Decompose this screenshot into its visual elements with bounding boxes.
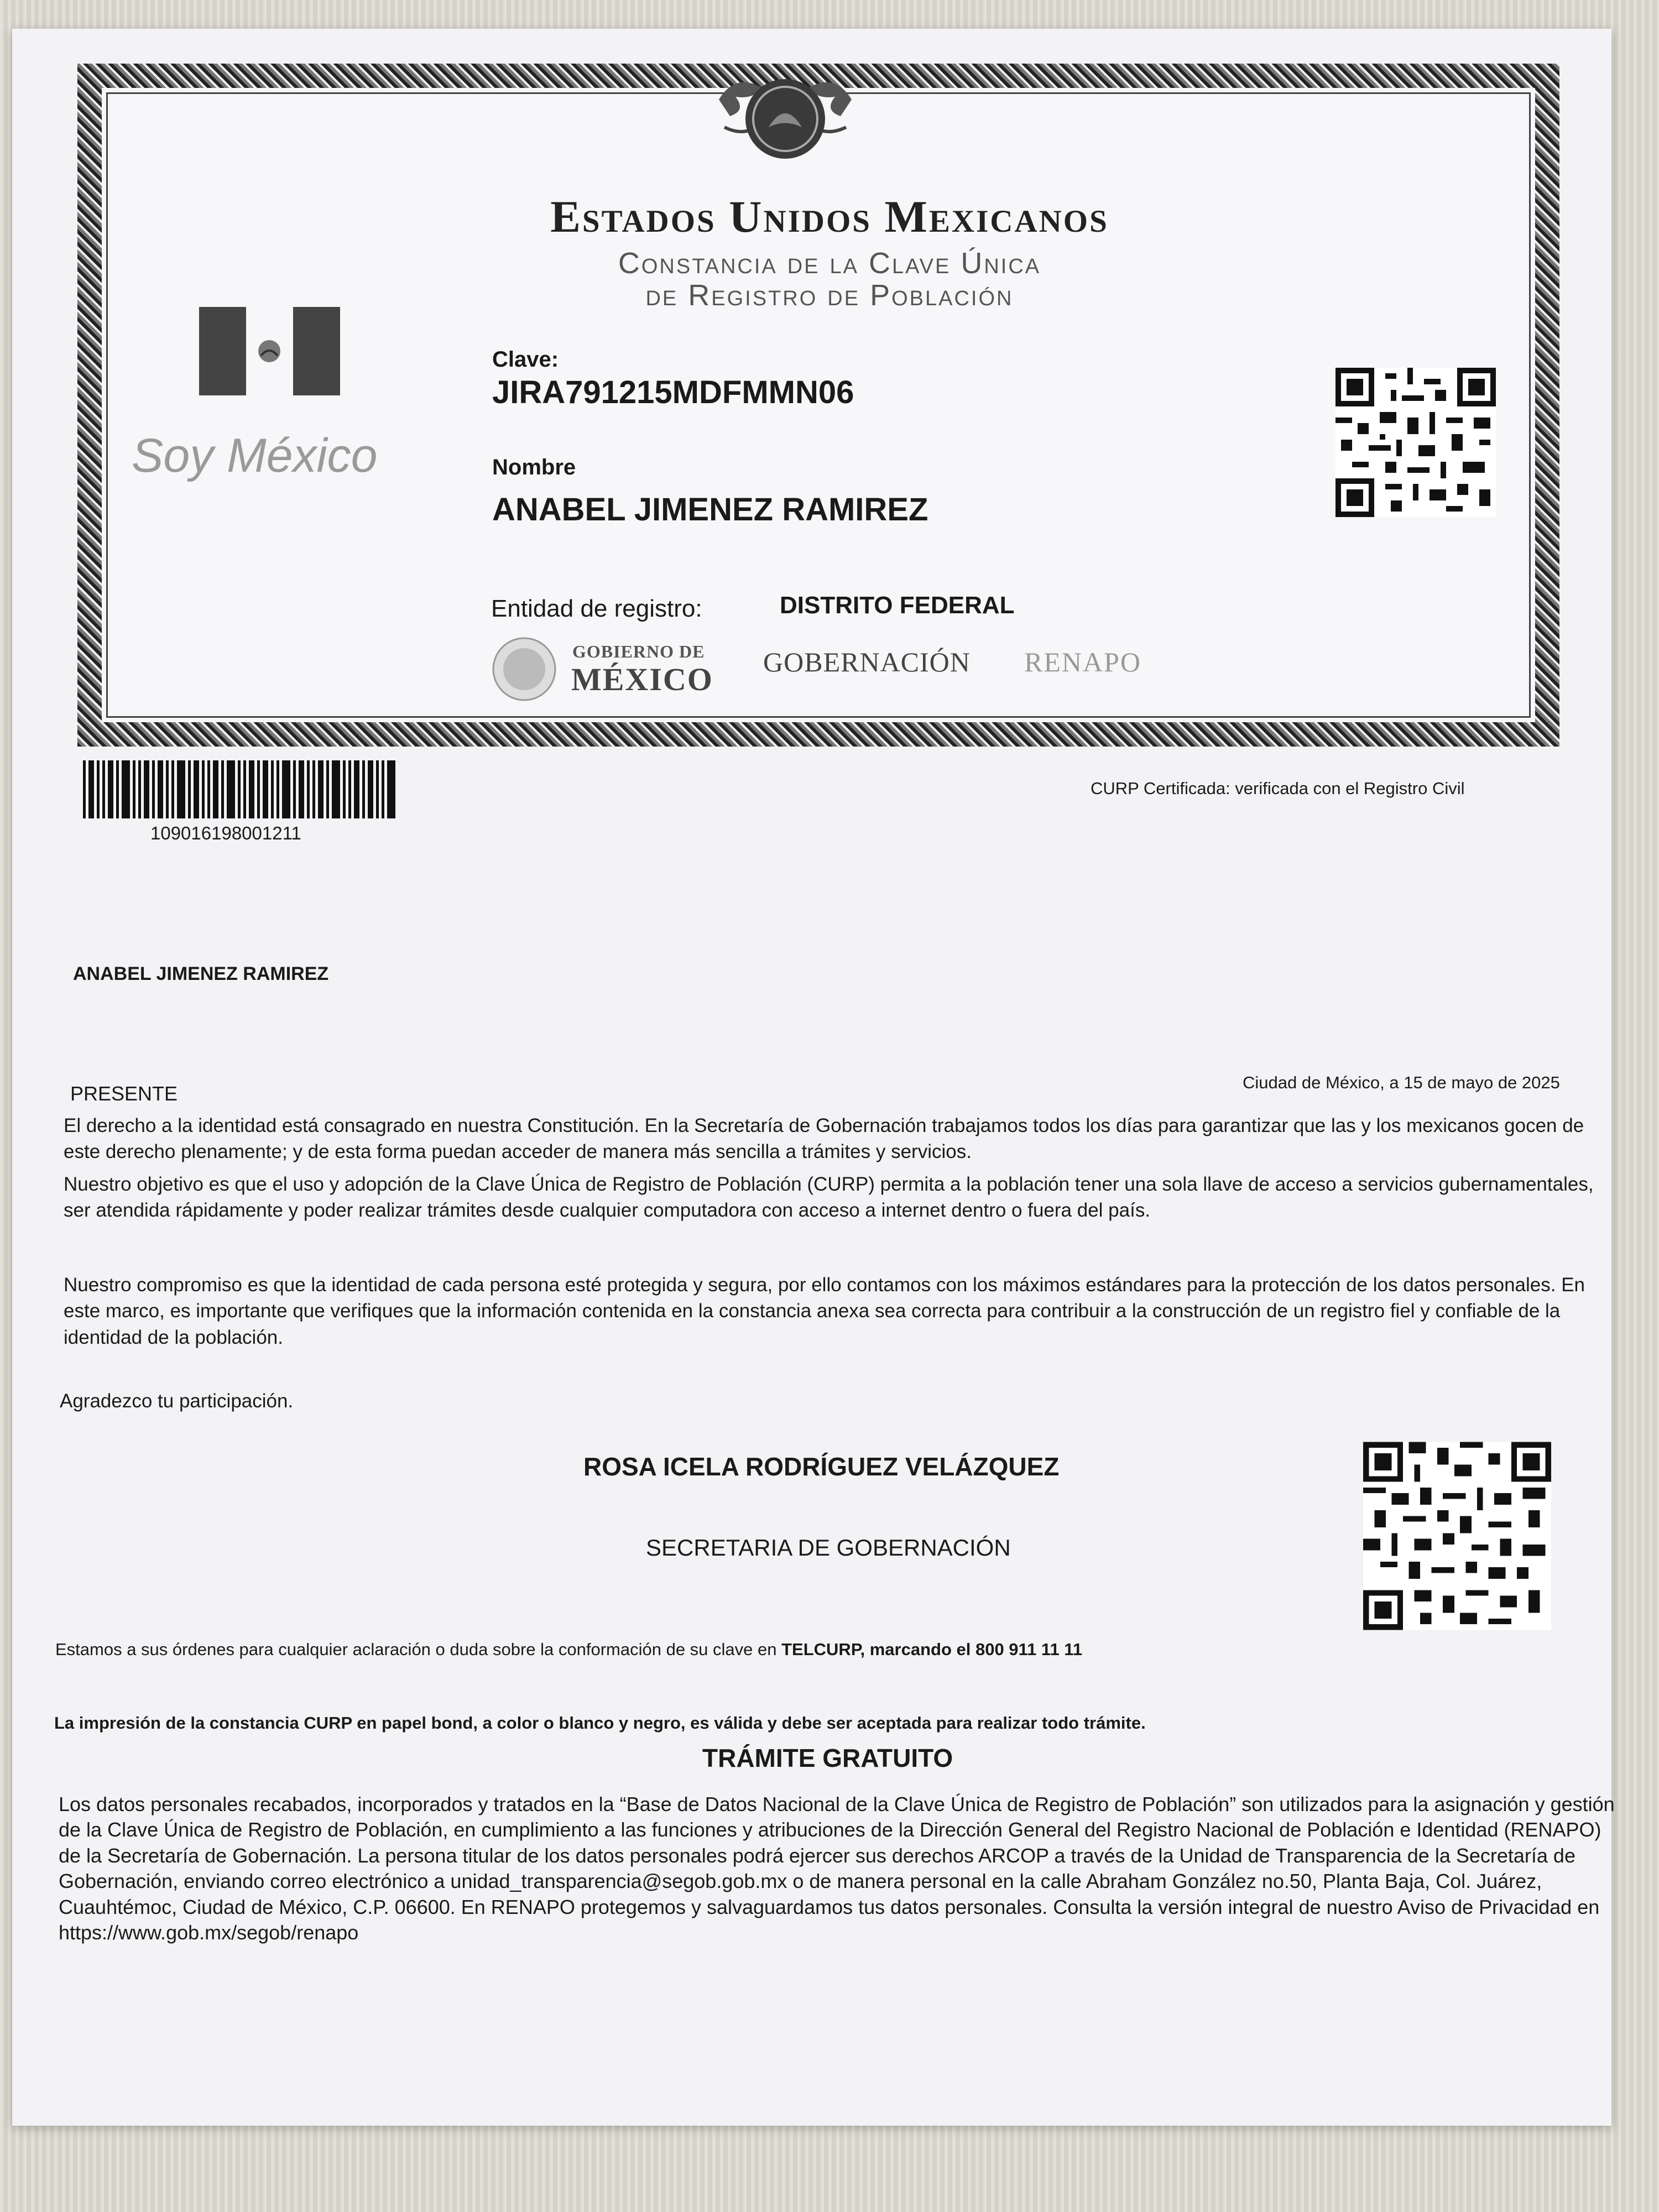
mexico-flag-icon xyxy=(199,307,340,395)
barcode-number: 109016198001211 xyxy=(150,823,301,843)
barcode-icon xyxy=(83,760,395,818)
validity-notice: La impresión de la constancia CURP en papel bond, a color o blanco y negro, es válida y debe ser aceptada para realizar todo trámite. xyxy=(54,1713,1146,1733)
letter-paragraph-2: Nuestro objetivo es que el uso y adopción de la Clave Única de Registro de Población (CURP) permita a la población tener una sola llave de acceso a servicios gubernamentales, ser atendida rápidamente y poder realizar trámites desde cualquier computadora con acceso a internet dentro o fuera del país. xyxy=(64,1173,1594,1222)
presente-label: PRESENTE xyxy=(70,1082,178,1105)
signer-name: ROSA ICELA RODRÍGUEZ VELÁZQUEZ xyxy=(583,1452,1060,1481)
gobernacion-logo: GOBERNACIÓN xyxy=(763,646,971,677)
nombre-label: Nombre xyxy=(492,455,576,479)
signer-title: SECRETARIA DE GOBERNACIÓN xyxy=(646,1535,1011,1561)
doc-title-line1: Constancia de la Clave Única xyxy=(618,247,1041,280)
national-seal-icon xyxy=(713,66,857,177)
telcurp-phone: TELCURP, marcando el 800 911 11 11 xyxy=(781,1640,1083,1659)
entidad-value: DISTRITO FEDERAL xyxy=(780,592,1015,619)
gobierno-seal-icon xyxy=(491,636,557,702)
contact-line xyxy=(55,1640,1082,1660)
gobierno-logo-line2: MÉXICO xyxy=(571,661,713,697)
qr-code-icon xyxy=(1335,368,1496,517)
free-procedure-label: TRÁMITE GRATUITO xyxy=(702,1744,953,1772)
gobierno-logo-line1: GOBIERNO DE xyxy=(572,641,705,661)
letter-paragraph-3: Nuestro compromiso es que la identidad de cada persona esté protegida y segura, por ello contamos con los máximos estándares para la protección de los datos personales. En este marco, es importante que verifiques que la información contenida en la constancia anexa sea correcta para contribuir a la construcción de un registro fiel y confiable de la identidad de la población. xyxy=(64,1274,1585,1348)
nombre-value: ANABEL JIMENEZ RAMIREZ xyxy=(492,492,928,528)
curp-certificada-note: CURP Certificada: verificada con el Registro Civil xyxy=(1091,779,1465,798)
renapo-logo: RENAPO xyxy=(1024,646,1142,677)
qr-code-icon xyxy=(1363,1441,1551,1631)
privacy-notice: Los datos personales recabados, incorporados y tratados en la “Base de Datos Nacional de la Clave Única de Registro de Población” son utilizados para la asignación y gestión de la Clave Única de Registro de Población, en cumplimiento a las funciones y atribuciones de la Dirección General del Registro Nacional de Población e Identidad (RENAPO) de la Secretaría de Gobernación. La persona titular de los datos personales podrá ejercer sus derechos ARCOP a través de la Unidad de Transparencia de la Secretaría de Gobernación, enviando correo electrónico a unidad_transparencia@segob.gob.mx o de manera personal en la calle Abraham González no.50, Planta Baja, Col. Juárez, Cuauhtémoc, Ciudad de México, C.P. 06600. En RENAPO protegemos y salvaguardamos tus datos personales. Consulta la versión integral de nuestro Aviso de Privacidad en https://www.gob.mx/segob/renapo xyxy=(59,1793,1615,1944)
thanks-line: Agradezco tu participación. xyxy=(60,1390,294,1412)
contact-text: Estamos a sus órdenes para cualquier aclaración o duda sobre la conformación de su clave en xyxy=(55,1640,782,1659)
letter-paragraph-1: El derecho a la identidad está consagrado en nuestra Constitución. En la Secretaría de Gobernación trabajamos todos los días para garantizar que las y los mexicanos gocen de este derecho plenamente; y de esta forma puedan acceder de manera más sencilla a trámites y servicios. xyxy=(64,1115,1584,1163)
place-date: Ciudad de México, a 15 de mayo de 2025 xyxy=(1243,1073,1560,1092)
recipient-name: ANABEL JIMENEZ RAMIREZ xyxy=(73,963,329,984)
entidad-label: Entidad de registro: xyxy=(491,595,702,622)
country-title: Estados Unidos Mexicanos xyxy=(550,191,1109,242)
clave-label: Clave: xyxy=(492,347,559,372)
doc-title-line2: de Registro de Población xyxy=(645,279,1014,312)
slogan-text: Soy México xyxy=(132,429,378,482)
clave-value: JIRA791215MDFMMN06 xyxy=(492,374,854,410)
